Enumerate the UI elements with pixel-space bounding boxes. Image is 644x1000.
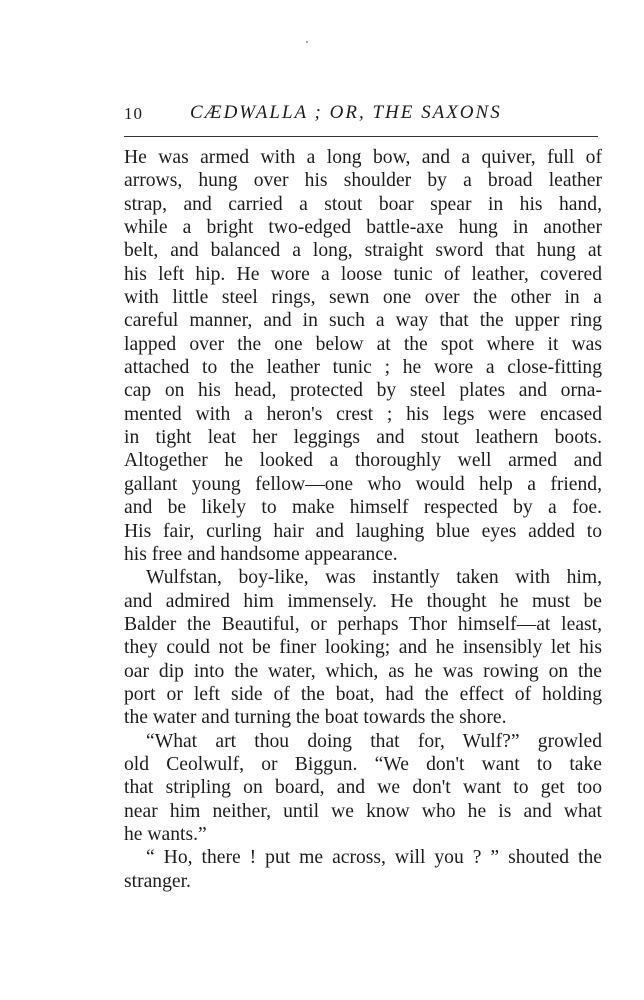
text-line: mented with a heron's crest ; his legs were encased [124,403,602,425]
text-line: near him neither, until we know who he is and what [124,800,602,822]
text-line: port or left side of the boat, had the effect of holding [124,683,602,705]
text-line: oar dip into the water, which, as he was rowing on the [124,660,602,682]
text-line: “What art thou doing that for, Wulf?” growled [146,730,602,752]
text-line: while a bright two-edged battle-axe hung in another [124,217,602,239]
text-line: Balder the Beautiful, or perhaps Thor himself—at least, [124,613,602,635]
text-line: strap, and carried a stout boar spear in his hand, [124,193,602,215]
text-line: they could not be finer looking; and he insensibly let his [124,637,602,659]
text-line: belt, and balanced a long, straight sword that hung at [124,240,602,262]
text-line: the water and turning the boat towards the shore. [124,707,507,729]
text-line: and admired him immensely. He thought he must be [124,590,602,612]
text-line: “ Ho, there ! put me across, will you ? ” shouted the [146,847,602,869]
text-line: Altogether he looked a thoroughly well armed and [124,450,602,472]
text-line: He was armed with a long bow, and a quiver, full of [124,147,602,168]
header-rule [124,136,598,137]
text-line: cap on his head, protected by steel plates and orna- [124,380,602,402]
text-line: arrows, hung over his shoulder by a broad leather [124,170,602,192]
text-line: his left hip. He wore a loose tunic of leather, covered [124,263,602,285]
text-line: and be likely to make himself respected by a foe. [124,497,602,519]
text-line: that stripling on board, and we don't want to get too [124,777,602,799]
text-line: with little steel rings, sewn one over the other in a [124,287,602,309]
paper-speck [306,41,308,43]
text-line: His fair, curling hair and laughing blue eyes added to [124,520,602,542]
text-line: stranger. [124,870,191,892]
text-line: careful manner, and in such a way that the upper ring [124,310,602,332]
page-header [124,100,598,130]
running-head: CÆDWALLA ; OR, THE SAXONS [190,102,502,123]
text-line: in tight leat her leggings and stout leathern boots. [124,427,602,449]
text-line: lapped over the one below at the spot where it was [124,333,602,355]
page-number: 10 [124,104,143,123]
text-line: Wulfstan, boy-like, was instantly taken with him, [146,567,602,589]
text-line: his free and handsome appearance. [124,543,398,565]
text-line: old Ceolwulf, or Biggun. “We don't want to take [124,753,602,775]
text-line: he wants.” [124,823,207,845]
text-line: gallant young fellow—one who would help a friend, [124,473,602,495]
text-line: attached to the leather tunic ; he wore a close-fitting [124,357,602,379]
body-text [124,146,602,893]
